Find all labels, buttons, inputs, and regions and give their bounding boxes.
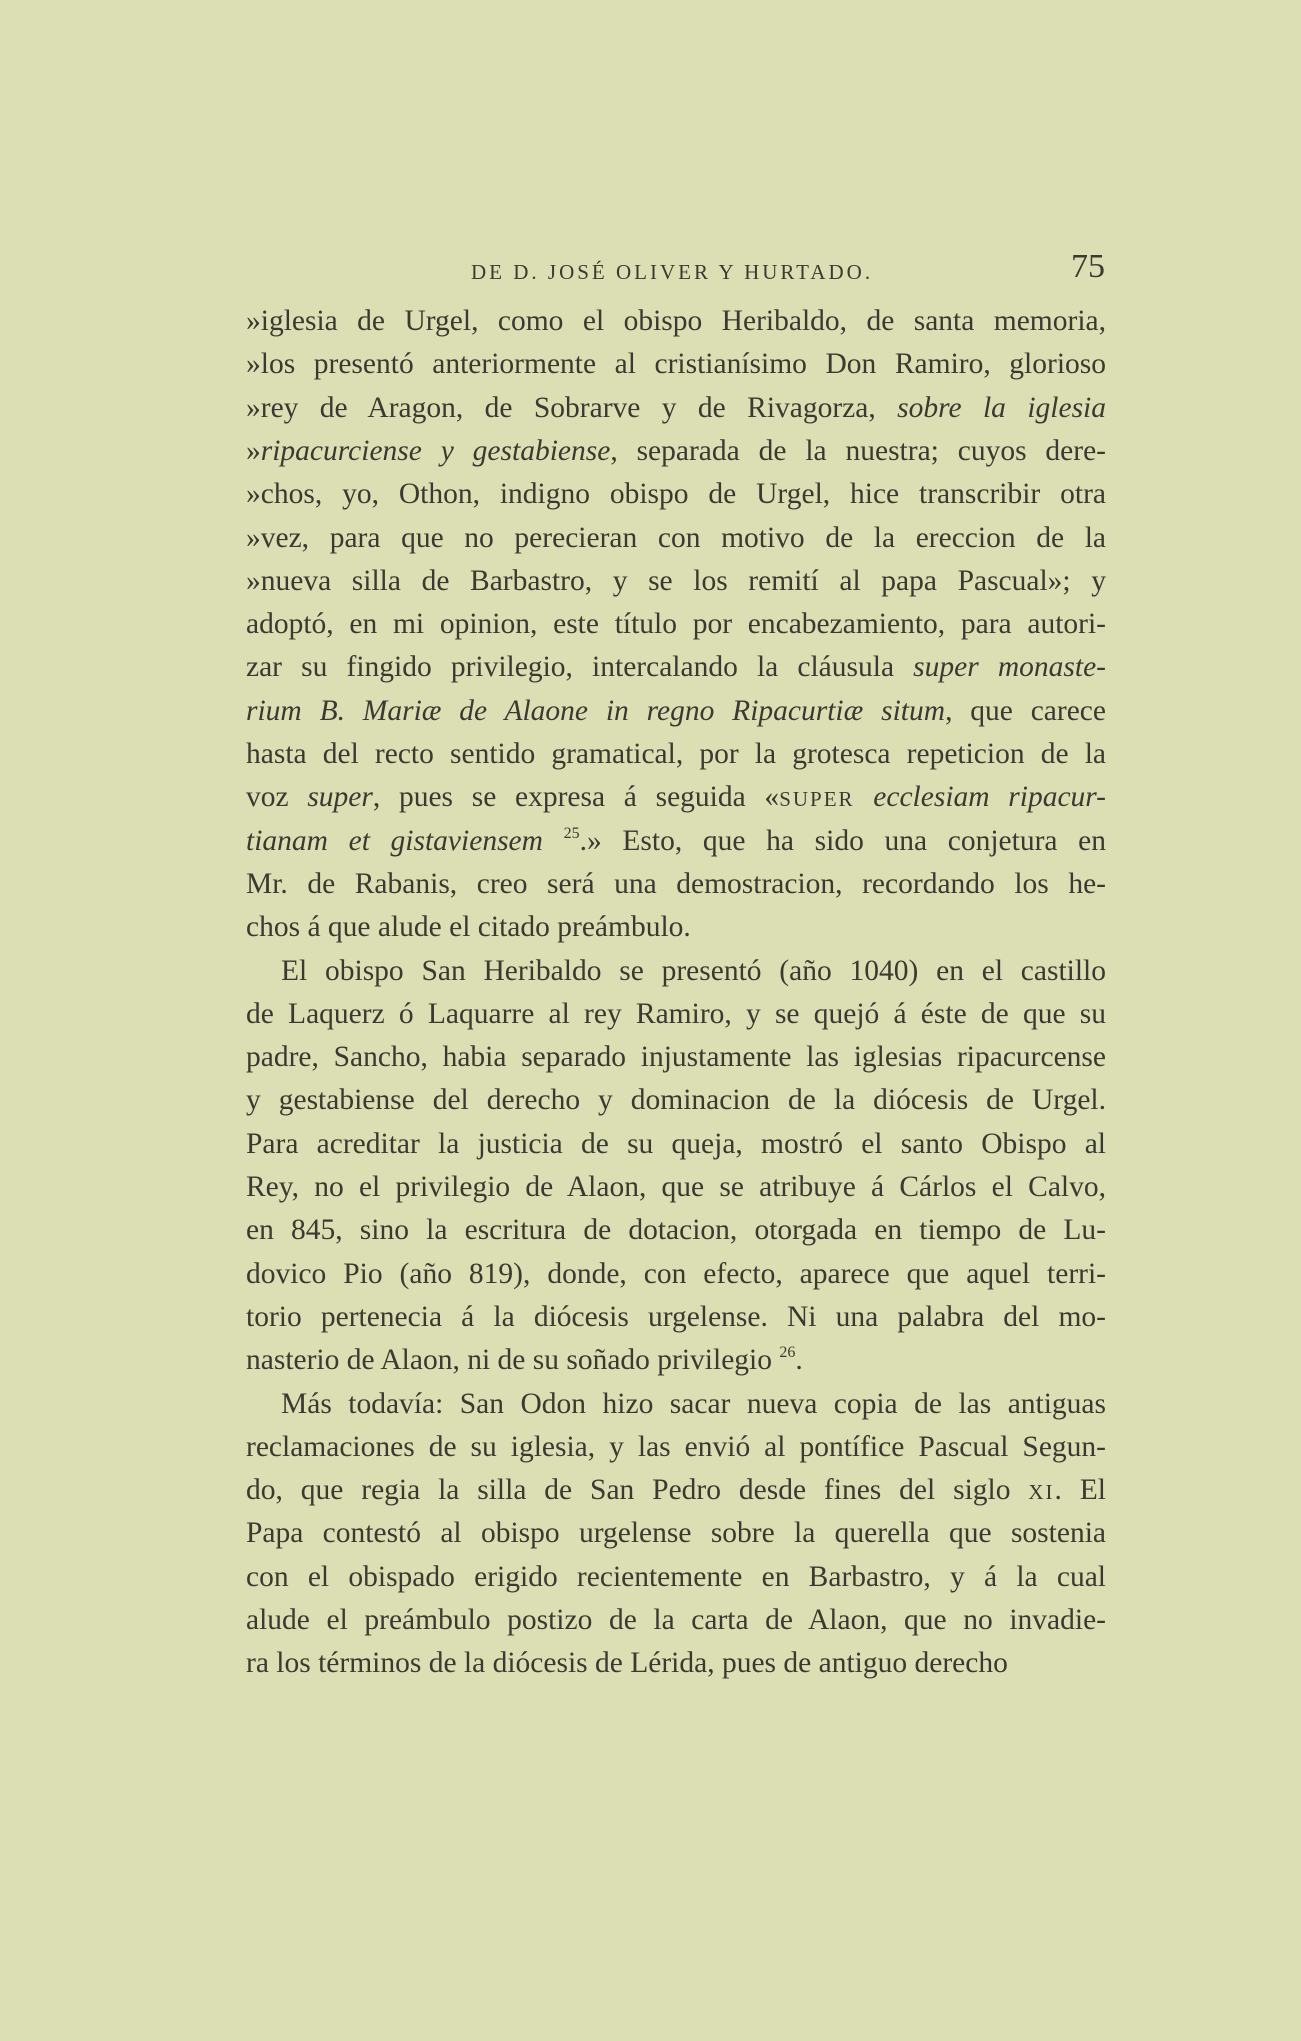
text-line <box>246 1339 1106 1382</box>
text-line <box>246 646 1106 689</box>
footnote-ref: 26 <box>779 1344 796 1362</box>
text-segment: Mr. de Rabanis, creo será una demostracion, recordando los he- <box>246 867 1106 900</box>
text-segment: tianam et gistaviensem <box>246 824 543 857</box>
text-segment: SUPER <box>779 787 855 812</box>
text-segment: XI <box>1028 1480 1055 1505</box>
text-line <box>246 1079 1106 1122</box>
text-line <box>246 906 1106 949</box>
text-line <box>246 1642 1106 1685</box>
text-segment: de Laquerz ó Laquarre al rey Ramiro, y se quejó á éste de que su <box>246 997 1106 1030</box>
text-segment: en 845, sino la escritura de dotacion, otorgada en tiempo de Lu- <box>246 1214 1106 1247</box>
text-segment: , pues se expresa á seguida « <box>372 781 780 814</box>
text-line <box>281 950 1106 993</box>
text-segment: torio pertenecia á la diócesis urgelense. Ni una palabra del mo- <box>246 1300 1106 1333</box>
text-segment: reclamaciones de su iglesia, y las envió al pontífice Pascual Segun- <box>246 1430 1106 1463</box>
text-line <box>246 473 1106 516</box>
text-segment: chos á que alude el citado preámbulo. <box>246 911 691 944</box>
text-segment: .» Esto, que ha sido una conjetura en <box>579 824 1107 857</box>
text-line <box>246 517 1106 560</box>
text-line <box>246 1469 1106 1512</box>
text-segment: , que carece <box>945 694 1106 727</box>
text-segment: »vez, para que no perecieran con motivo de la ereccion de la <box>246 521 1106 554</box>
text-line <box>246 1253 1106 1296</box>
text-line <box>246 733 1106 776</box>
text-segment: zar su fingido privilegio, intercalando la cláusula <box>246 651 914 684</box>
text-line <box>246 1209 1106 1252</box>
text-segment: sobre la iglesia <box>897 391 1106 424</box>
text-segment: con el obispado erigido recientemente en Barbastro, y á la cual <box>246 1560 1106 1593</box>
text-segment: »iglesia de Urgel, como el obispo Heribaldo, de santa memoria, <box>246 305 1106 337</box>
text-segment: , separada de la nuestra; cuyos dere- <box>610 434 1106 467</box>
text-line <box>246 820 1106 863</box>
text-line <box>246 1599 1106 1642</box>
text-segment: »rey de Aragon, de Sobrarve y de Rivagorza, <box>246 391 898 424</box>
text-segment: voz <box>246 781 308 814</box>
text-segment: ripacurciense y gestabiense <box>260 434 611 467</box>
text-line <box>246 387 1106 430</box>
text-segment: super <box>307 781 373 814</box>
text-segment: hasta del recto sentido gramatical, por la grotesca repeticion de la <box>246 738 1106 770</box>
text-segment: Más todavía: San Odon hizo sacar nueva copia de las antiguas <box>281 1387 1106 1420</box>
text-line <box>246 1166 1106 1209</box>
text-segment: adoptó, en mi opinion, este título por encabezamiento, para autori- <box>246 608 1106 641</box>
text-line <box>281 1383 1106 1426</box>
text-segment <box>855 781 874 813</box>
text-line <box>246 690 1106 733</box>
running-title: DE D. JOSÉ OLIVER Y HURTADO. <box>471 260 874 284</box>
text-segment: . <box>795 1344 803 1377</box>
text-segment: El obispo San Heribaldo se presentó (año 1040) en el castillo <box>281 954 1106 987</box>
text-segment: padre, Sancho, habia separado injustamente las iglesias ripacurcense <box>246 1041 1106 1074</box>
text-line <box>246 1123 1106 1166</box>
text-segment: »los presentó anteriormente al cristianísimo Don Ramiro, glorioso <box>246 348 1106 381</box>
text-line <box>246 300 1106 343</box>
text-line <box>246 1036 1106 1079</box>
text-line <box>246 343 1106 386</box>
running-head <box>0 248 1301 298</box>
text-segment: . El <box>1054 1474 1107 1507</box>
text-segment: ra los términos de la diócesis de Lérida, pues de antiguo derecho <box>246 1647 1008 1680</box>
text-segment: »chos, yo, Othon, indigno obispo de Urgel, hice transcribir otra <box>246 478 1106 511</box>
text-segment: y gestabiense del derecho y dominacion de la diócesis de Urgel. <box>246 1084 1106 1117</box>
text-segment: rium B. Mariæ de Alaone in regno Ripacurtiæ situm <box>246 694 946 727</box>
text-segment: Para acreditar la justicia de su queja, mostró el santo Obispo al <box>246 1127 1106 1160</box>
text-segment: alude el preámbulo postizo de la carta de Alaon, que no invadie- <box>246 1604 1106 1636</box>
text-line <box>246 560 1106 603</box>
text-line <box>246 1296 1106 1339</box>
text-segment: super monaste- <box>913 651 1107 684</box>
text-segment: nasterio de Alaon, ni de su soñado privilegio <box>246 1344 780 1377</box>
text-segment: Papa contestó al obispo urgelense sobre la querella que sostenia <box>246 1517 1106 1550</box>
text-segment: » <box>246 434 261 467</box>
footnote-ref: 25 <box>563 824 580 842</box>
text-line <box>246 776 1106 819</box>
text-segment: »nueva silla de Barbastro, y se los remití al papa Pascual»; y <box>246 564 1106 597</box>
text-line <box>246 1426 1106 1469</box>
text-line <box>246 993 1106 1036</box>
text-line <box>246 430 1106 473</box>
text-segment <box>543 825 564 857</box>
text-line <box>246 1556 1106 1599</box>
text-segment: do, que regia la silla de San Pedro desde fines del siglo <box>246 1474 1029 1507</box>
page-number: 75 <box>1071 248 1105 285</box>
text-line <box>246 603 1106 646</box>
text-segment: ecclesiam ripacur- <box>873 781 1107 814</box>
text-line <box>246 1512 1106 1555</box>
text-segment: Rey, no el privilegio de Alaon, que se atribuye á Cárlos el Calvo, <box>246 1171 1106 1203</box>
text-line <box>246 863 1106 906</box>
text-segment: dovico Pio (año 819), donde, con efecto, aparece que aquel terri- <box>246 1257 1106 1290</box>
